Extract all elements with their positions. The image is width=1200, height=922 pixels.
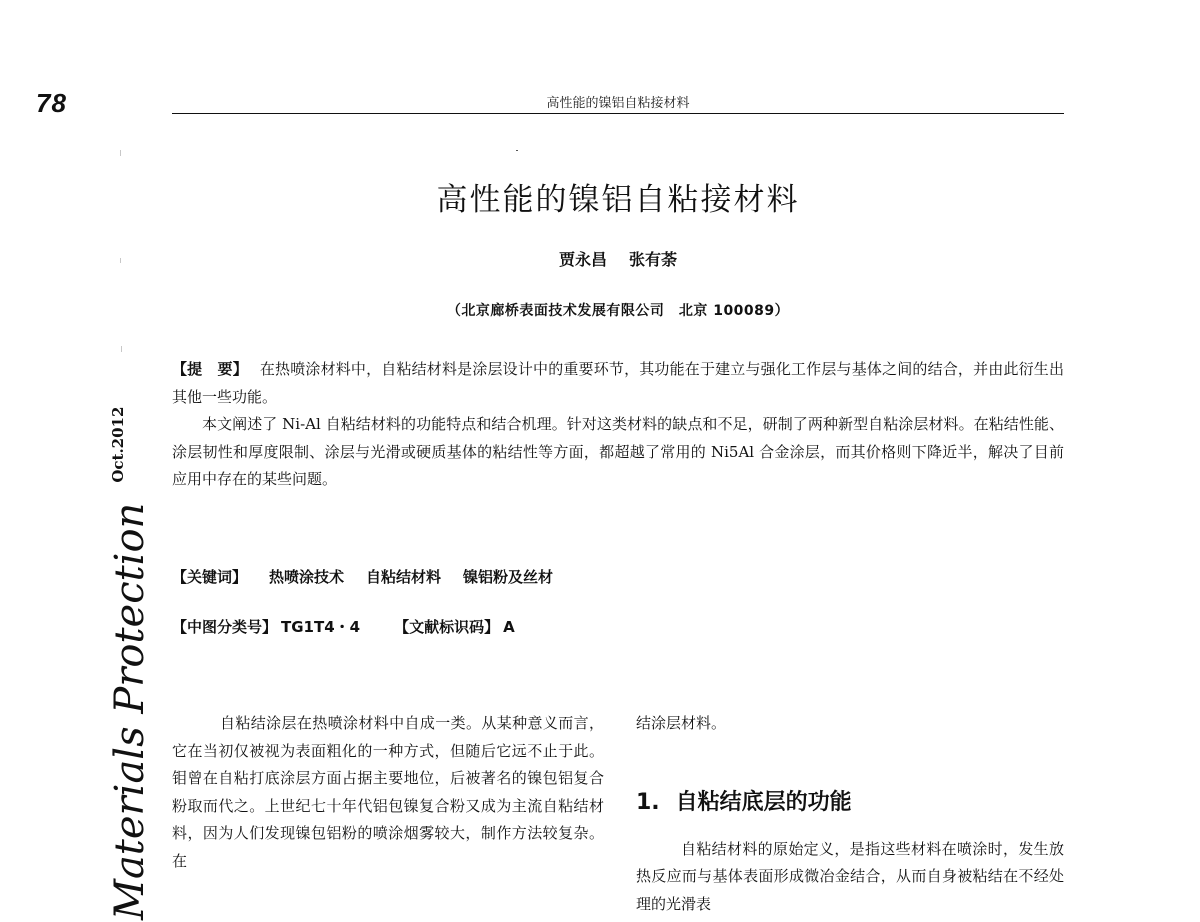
keywords-label: 【关键词】: [172, 568, 248, 586]
keywords: [172, 566, 553, 587]
body-paragraph: 自粘结材料的原始定义，是指这些材料在喷涂时，发生放热反应而与基体表面形成微冶金结合，从而自身被粘结在不经处理的光滑表: [636, 839, 1064, 913]
journal-name: Materials Protection: [107, 502, 153, 920]
clc-label: 【中图分类号】: [172, 618, 278, 636]
side-journal-banner: [100, 407, 160, 920]
article-title: 高性能的镍铝自粘接材料: [436, 182, 800, 218]
affiliation: （北京廊桥表面技术发展有限公司 北京 100089）: [446, 303, 790, 319]
author-name: 张有荼: [629, 250, 678, 269]
running-title: 高性能的镍铝自粘接材料: [546, 96, 690, 111]
page-number: 78: [36, 88, 67, 118]
author-name: 贾永昌: [558, 250, 607, 269]
section-number: 1.: [636, 789, 660, 815]
keyword: 自粘结材料: [366, 568, 442, 586]
section-heading: [636, 788, 1064, 818]
doc-code-value: A: [503, 618, 515, 636]
body-right-column: [636, 710, 1064, 918]
keyword: 镍铝粉及丝材: [463, 568, 554, 586]
doc-code-label: 【文献标识码】: [394, 618, 500, 636]
abstract: [172, 356, 1064, 494]
authors: [172, 247, 1064, 270]
classification: [172, 616, 515, 637]
section-title: 自粘结底层的功能: [675, 789, 852, 815]
scan-artifact: [120, 150, 121, 156]
abstract-paragraph: 本文阐述了 Ni-Al 自粘结材料的功能特点和结合机理。针对这类材料的缺点和不足，研制了两种新型自粘涂层材料。在粘结性能、涂层韧性和厚度限制、涂层与光滑或硬质基体的粘结性等方面，都超越了常用的 Ni5Al 合金涂层，而其价格则下降近半，解决了目前应用中存在的某些问题。: [172, 415, 1064, 488]
clc-value: TG1T4・4: [281, 618, 361, 636]
scan-artifact: [121, 346, 122, 352]
abstract-paragraph: [172, 356, 1064, 411]
body-paragraph: 自粘结涂层在热喷涂材料中自成一类。从某种意义而言，它在当初仅被视为表面粗化的一种方式，但随后它远不止于此。钼曾在自粘打底涂层方面占据主要地位，后被著名的镍包铝复合粉取而代之。上世纪七十年代铝包镍复合粉又成为主流自粘结材料，因为人们发现镍包铝粉的喷涂烟雾较大，制作方法较复杂。在: [172, 714, 604, 870]
scan-artifact: [120, 258, 121, 263]
abstract-text: 在热喷涂材料中，自粘结材料是涂层设计中的重要环节，其功能在于建立与强化工作层与基体之间的结合，并由此衍生出其他一些功能。: [172, 360, 1064, 406]
body-left-column: [172, 710, 604, 875]
keyword: 热喷涂技术: [269, 568, 345, 586]
abstract-label: 【提 要】: [172, 360, 248, 378]
issue-date: Oct.2012: [109, 406, 127, 483]
body-paragraph-continuation: 结涂层材料。: [636, 714, 727, 732]
scan-speck: [516, 150, 518, 151]
header-rule: [172, 113, 1064, 114]
